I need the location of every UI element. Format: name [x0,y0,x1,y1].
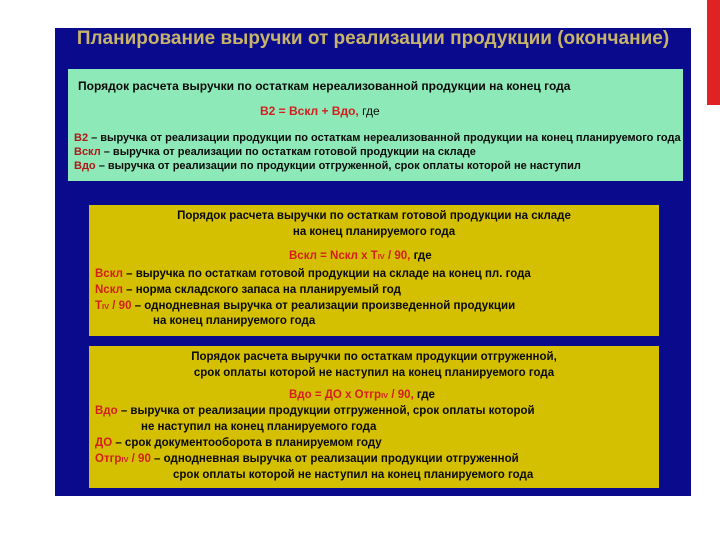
slide [55,28,691,496]
section3-def-1-cont: не наступил на конец планируемого года [141,421,377,433]
def-text: – однодневная выручка от реализации произведенной продукции [131,300,516,312]
section3-def-3-cont: срок оплаты которой не наступил на конец планируемого года [173,469,534,481]
formula-suffix: где [410,250,432,262]
section2-heading-1: Порядок расчета выручки по остаткам готовой продукции на складе [177,210,571,222]
section1-formula [260,104,380,118]
def-term: В2 [74,132,89,144]
def-text: – срок документооборота в планируемом году [112,437,382,449]
def-term: Вдо [74,160,96,172]
section1-def-1 [74,132,681,144]
section3-heading-1: Порядок расчета выручки по остаткам продукции отгруженной, [191,351,557,363]
slide-title: Планирование выручки от реализации продукции (окончание) [76,28,670,49]
section2-formula [289,250,432,262]
section3-def-3 [95,453,519,465]
formula-main: Вскл = Nскл х Т [289,250,378,262]
formula-end: / 90, [388,389,414,401]
section3-heading-2: срок оплаты которой не наступил на конец планируемого года [193,367,555,379]
def-term-end: / 90 [109,300,132,312]
section2-def-1 [95,268,531,280]
def-term: Nскл [95,284,123,296]
def-term: Отгр [95,453,122,465]
section1-def-3 [74,160,581,172]
def-term-sub: IV [121,455,129,464]
def-term: Вдо [95,405,118,417]
formula-suffix: где [413,389,435,401]
section1-def-2 [74,146,476,158]
def-text: – норма складского запаса на планируемый год [122,284,401,296]
section2-def-2 [95,284,401,296]
def-text: – выручка от реализации продукции по остаткам нереализованной продукции на конец планируемого года [88,132,681,144]
formula-var: В2 [260,104,276,118]
def-term: ДО [95,437,113,449]
section3-formula [289,389,435,401]
def-term: Вскл [74,146,101,158]
def-text: – выручка от реализации продукции отгруженной, срок оплаты которой [117,405,535,417]
section1-heading: Порядок расчета выручки по остаткам нереализованной продукции на конец года [78,79,571,93]
def-text: – выручка по остаткам готовой продукции на складе на конец пл. года [122,268,531,280]
formula-sub: IV [377,252,385,261]
def-text: – выручка от реализации по остаткам готовой продукции на складе [100,146,476,158]
section2-heading-2: на конец планируемого года [292,226,456,238]
section3-def-2 [95,437,382,449]
section-shipped-products [89,346,659,488]
def-term: Т [95,300,103,312]
section-remaining-products [68,69,683,181]
def-term-sub: IV [102,302,110,311]
accent-bar [707,0,720,105]
formula-main: Вдо = ДО х Отгр [289,389,382,401]
formula-sub: IV [381,391,389,400]
section2-def-3-cont: на конец планируемого года [153,315,316,327]
formula-rest: = Вскл + Вдо, [275,104,359,118]
section2-def-3 [95,300,515,312]
section3-def-1 [95,405,535,417]
def-text: – выручка от реализации по продукции отгруженной, срок оплаты которой не наступил [95,160,581,172]
def-term: Вскл [95,268,123,280]
def-text: – однодневная выручка от реализации продукции отгруженной [150,453,519,465]
formula-suffix: где [358,104,380,118]
formula-end: / 90, [384,250,411,262]
section-warehouse-stock [89,205,659,336]
def-term-end: / 90 [128,453,151,465]
